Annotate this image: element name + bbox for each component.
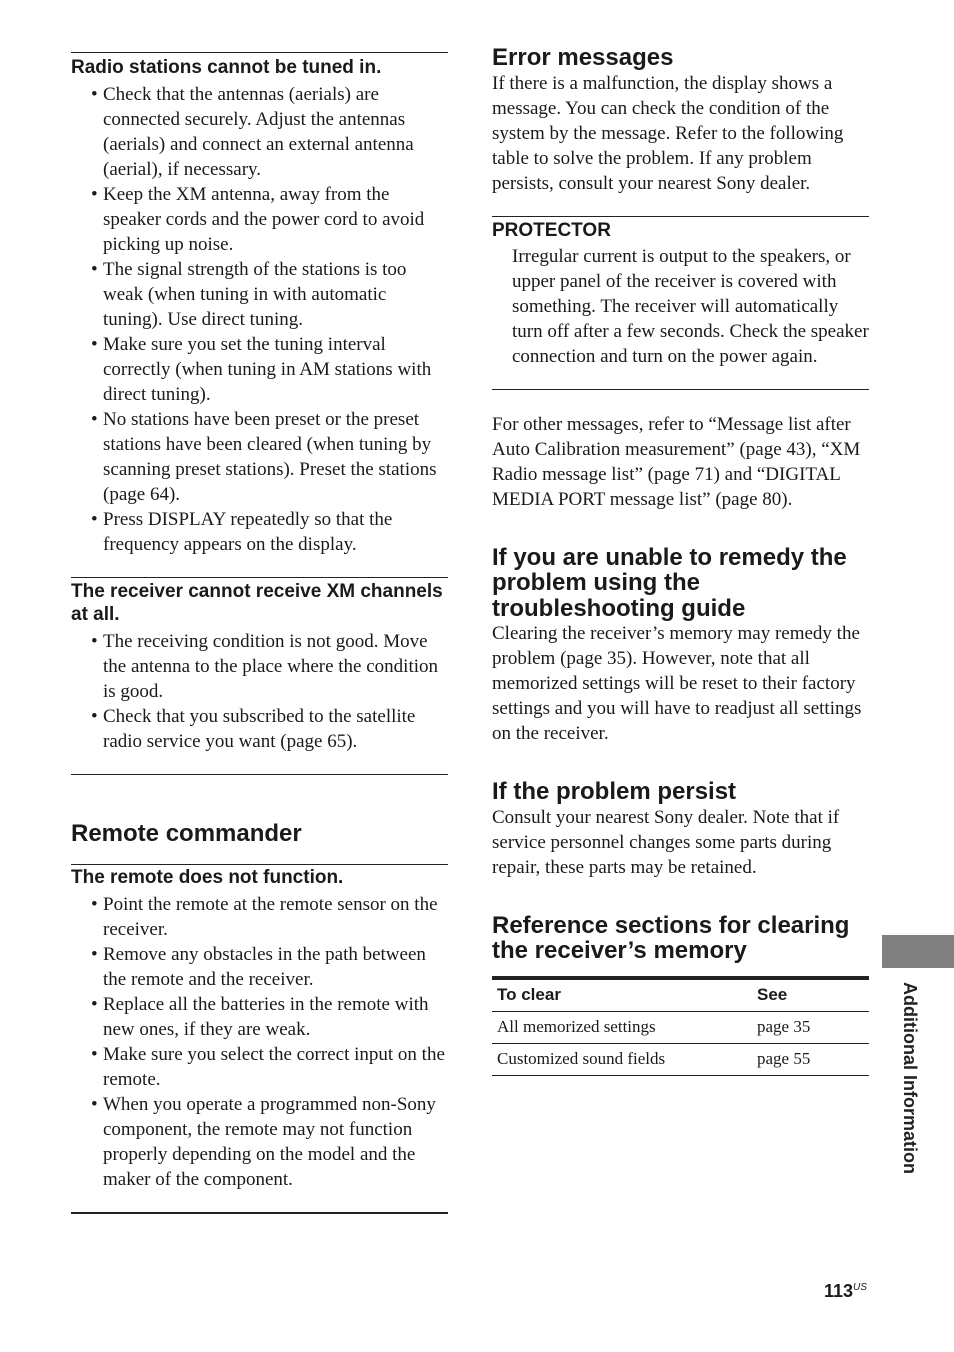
table-cell: Customized sound fields	[492, 1043, 752, 1075]
protector-text: Irregular current is output to the speakers, or upper panel of the receiver is covered with something. The receiver will automatically turn off after a few seconds. Check the speaker connection and turn on the power again.	[512, 245, 869, 367]
table-cell: page 55	[752, 1043, 869, 1075]
list-item: • The signal strength of the stations is too weak (when tuning in with automatic tuning). Use direct tuning.	[71, 257, 448, 332]
list-item: • Press DISPLAY repeatedly so that the frequency appears on the display.	[71, 507, 448, 557]
list-item: • Keep the XM antenna, away from the speaker cords and the power cord to avoid picking up noise.	[71, 182, 448, 257]
xm-heading: The receiver cannot receive XM channels at all.	[71, 581, 443, 625]
error-intro-text: If there is a malfunction, the display shows a message. You can check the condition of the system by the message. Refer to the following table to solve the problem. If any problem persists, consult your nearest Sony dealer.	[492, 72, 844, 194]
xm-bullet-list	[71, 629, 448, 754]
list-item: • Remove any obstacles in the path between the remote and the receiver.	[71, 942, 448, 992]
list-item: • Check that you subscribed to the satellite radio service you want (page 65).	[71, 704, 448, 754]
list-item: • The receiving condition is not good. Move the antenna to the place where the condition is good.	[71, 629, 448, 704]
table-cell: page 35	[752, 1011, 869, 1043]
remote-section-title: Remote commander	[71, 820, 302, 847]
problem-persist-text: Consult your nearest Sony dealer. Note that if service personnel changes some parts during repair, these parts may be retained.	[492, 806, 840, 878]
left-column	[71, 0, 448, 1214]
table-cell: All memorized settings	[492, 1011, 752, 1043]
column-header-see: See	[752, 978, 869, 1012]
reference-table	[492, 976, 869, 1076]
unable-remedy-title: If you are unable to remedy the problem using the troubleshooting guide	[492, 543, 847, 622]
remote-heading: The remote does not function.	[71, 866, 344, 888]
section-tab-marker	[882, 935, 954, 968]
other-messages-text: For other messages, refer to “Message list after Auto Calibration measurement” (page 43), “XM Radio message list” (page 71) and “DIGITAL MEDIA PORT message list” (page 80).	[492, 413, 861, 510]
table-row	[492, 1043, 869, 1075]
unable-remedy-text: Clearing the receiver’s memory may remedy the problem (page 35). However, note that all memorized settings will be reset to their factory settings and you will have to readjust all settings on the receiver.	[492, 623, 862, 744]
divider	[71, 1212, 448, 1214]
page-number-value: 113	[824, 1281, 854, 1301]
protector-label: PROTECTOR	[492, 219, 611, 241]
radio-heading: Radio stations cannot be tuned in.	[71, 57, 382, 78]
list-item: • Check that the antennas (aerials) are connected securely. Adjust the antennas (aerials) and connect an external antenna (aerial), if necessary.	[71, 82, 448, 182]
list-item: • Point the remote at the remote sensor on the receiver.	[71, 892, 448, 942]
column-header-to-clear: To clear	[492, 978, 752, 1012]
right-column	[492, 0, 869, 1076]
section-side-label: Additional Information	[900, 982, 920, 1174]
list-item: • Replace all the batteries in the remote with new ones, if they are weak.	[71, 992, 448, 1042]
list-item: • Make sure you set the tuning interval correctly (when tuning in AM stations with direct tuning).	[71, 332, 448, 407]
table-row	[492, 1011, 869, 1043]
list-item: • Make sure you select the correct input on the remote.	[71, 1042, 448, 1092]
list-item: • When you operate a programmed non-Sony component, the remote may not function properly depending on the model and the maker of the component.	[71, 1092, 448, 1192]
remote-bullet-list	[71, 892, 448, 1192]
page-number-suffix: US	[853, 1282, 867, 1293]
table-header-row	[492, 978, 869, 1012]
list-item: • No stations have been preset or the preset stations have been cleared (when tuning by scanning preset stations). Preset the stations (page 64).	[71, 407, 448, 507]
radio-bullet-list	[71, 82, 448, 557]
error-messages-title: Error messages	[492, 44, 674, 71]
page-number	[824, 1281, 867, 1302]
problem-persist-title: If the problem persist	[492, 778, 737, 805]
reference-sections-title: Reference sections for clearing the receiver’s memory	[492, 911, 850, 964]
